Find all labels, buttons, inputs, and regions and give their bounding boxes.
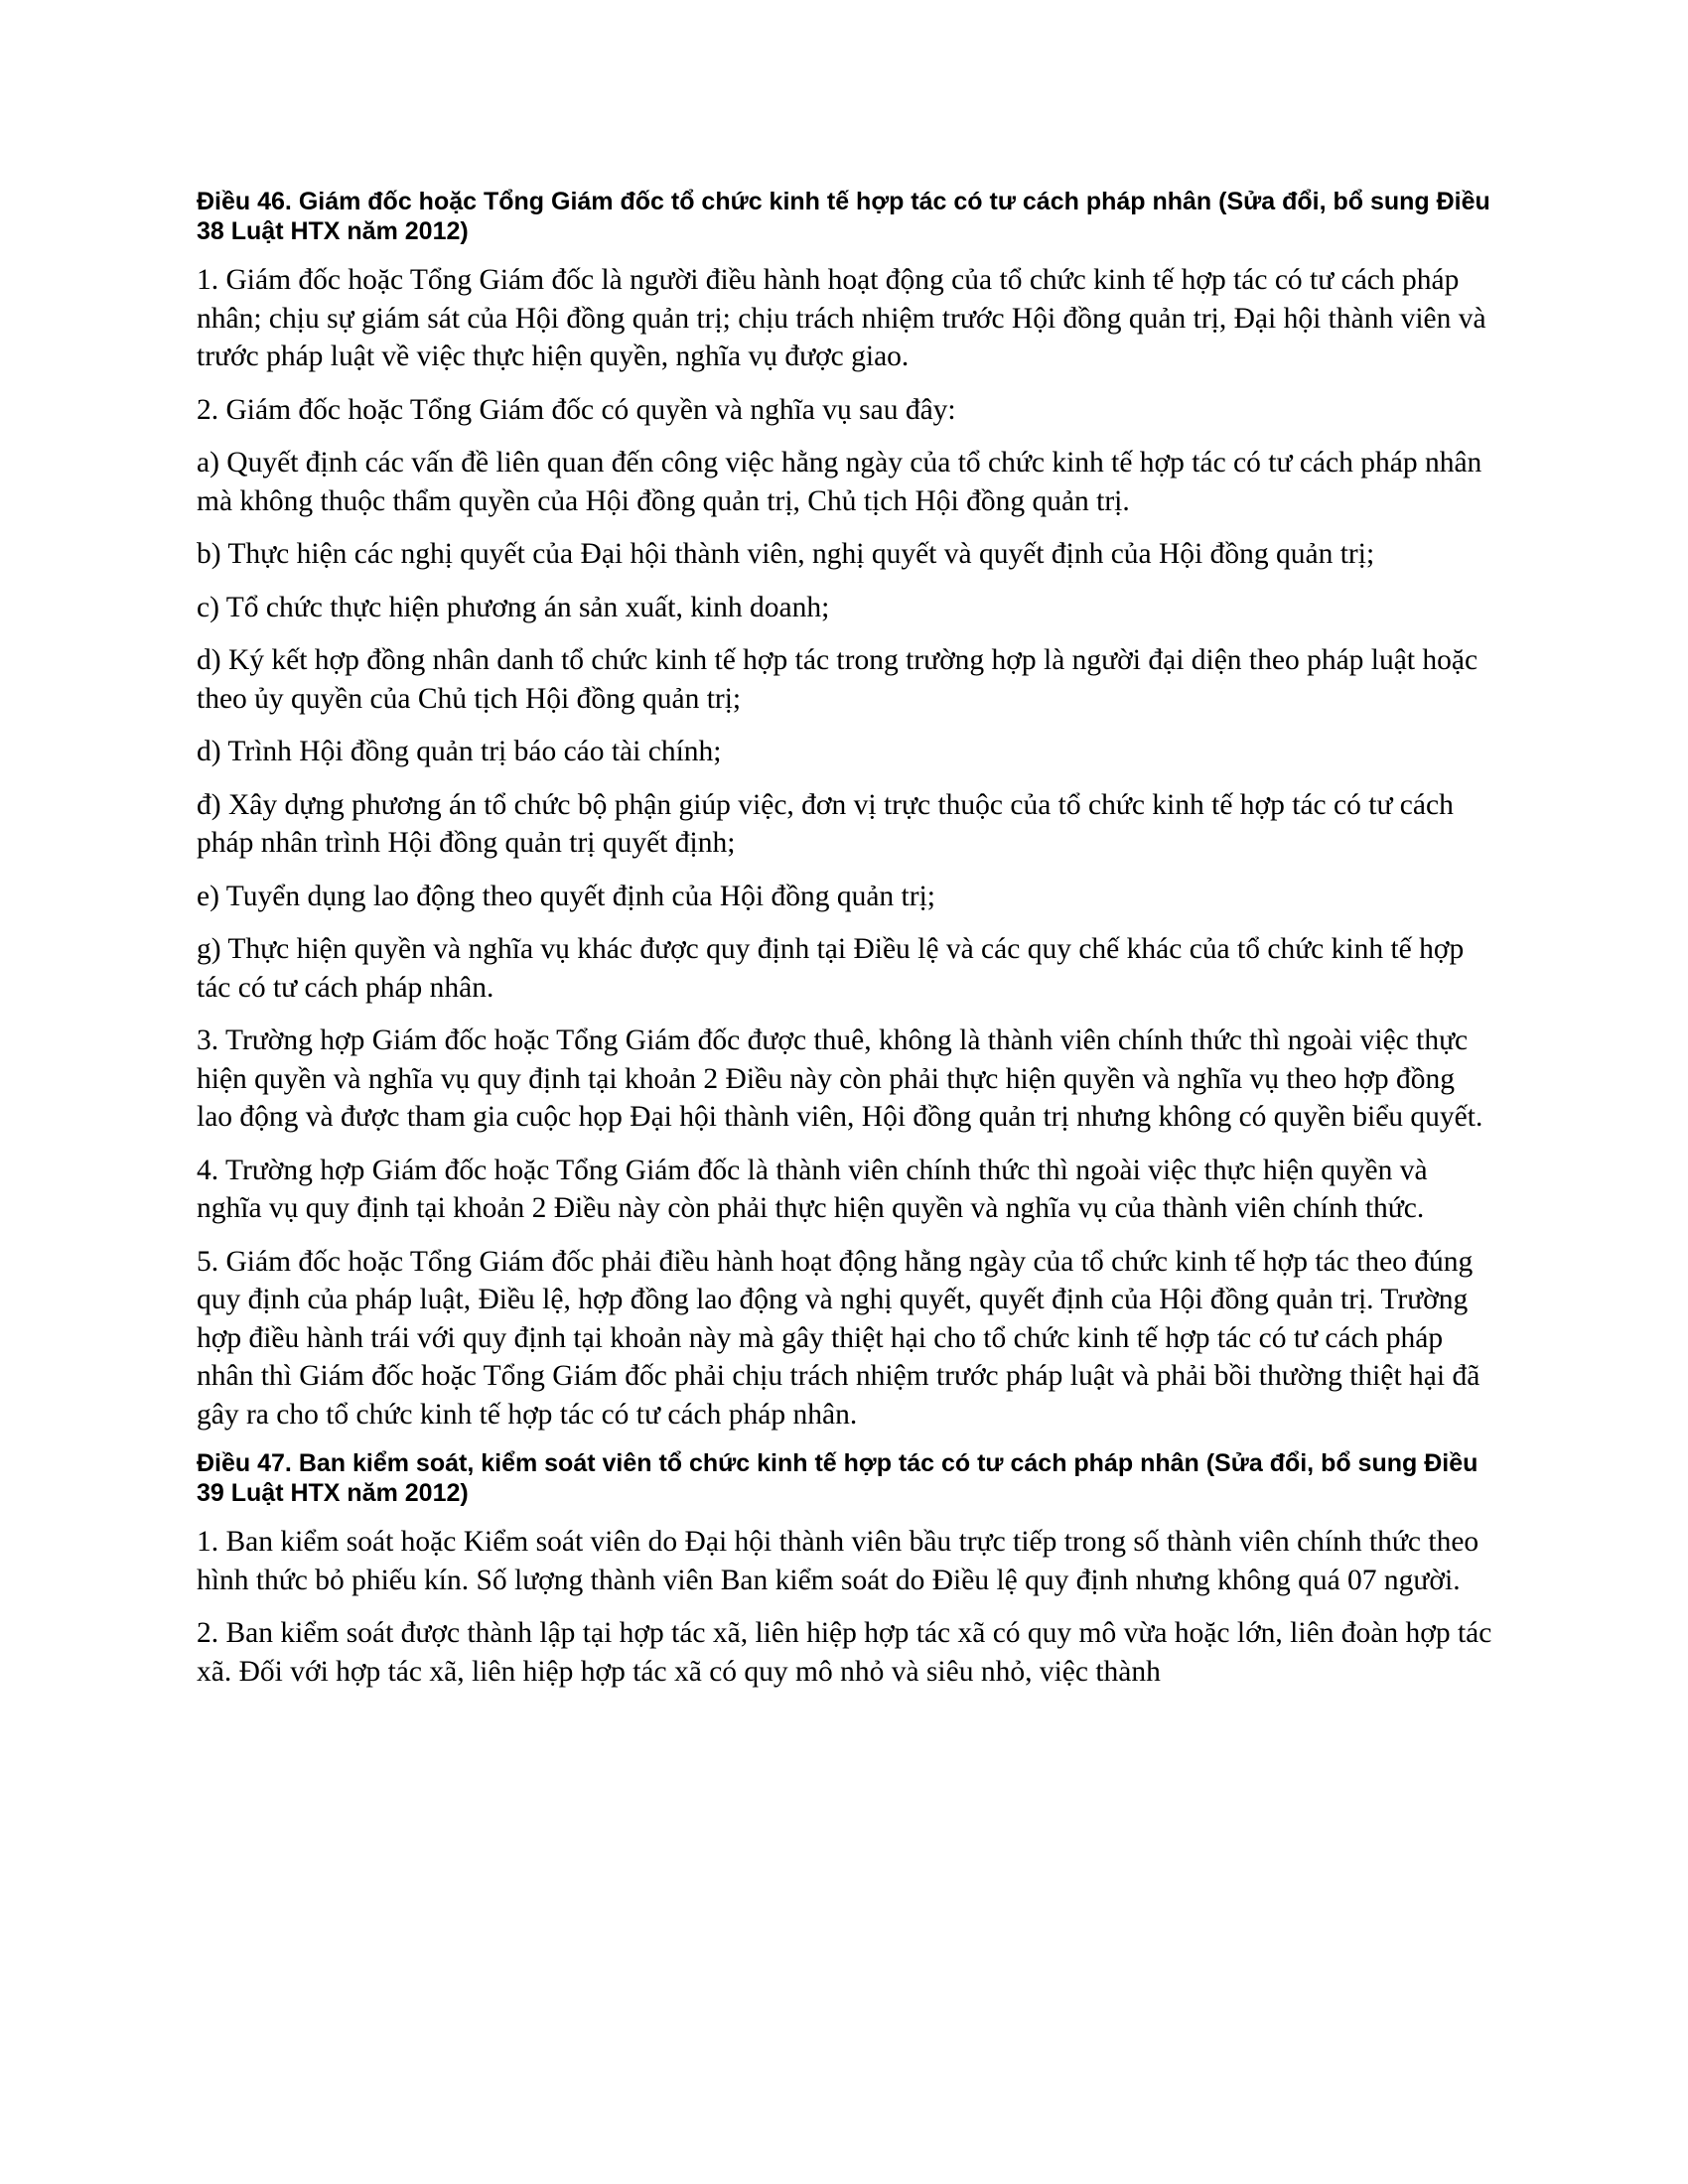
article-46-clause-3: 3. Trường hợp Giám đốc hoặc Tổng Giám đốc được thuê, không là thành viên chính thức thì ngoài việc thực hiện quyền và nghĩa vụ quy định tại khoản 2 Điều này còn phải thực hiện quyền và nghĩa vụ theo hợp đồng lao động và được tham gia cuộc họp Đại hội thành viên, Hội đồng quản trị nhưng không có quyền biểu quyết. [197,1024,1483,1133]
article-46-clause-4: 4. Trường hợp Giám đốc hoặc Tổng Giám đốc là thành viên chính thức thì ngoài việc thực hiện quyền và nghĩa vụ quy định tại khoản 2 Điều này còn phải thực hiện quyền và nghĩa vụ của thành viên chính thức. [197,1154,1428,1224]
article-46-point-e: e) Tuyển dụng lao động theo quyết định của Hội đồng quản trị; [197,880,935,912]
article-46-point-dd: đ) Xây dựng phương án tổ chức bộ phận giúp việc, đơn vị trực thuộc của tổ chức kinh tế hợp tác có tư cách pháp nhân trình Hội đồng quản trị quyết định; [197,788,1454,859]
article-46-point-a: a) Quyết định các vấn đề liên quan đến công việc hằng ngày của tổ chức kinh tế hợp tác có tư cách pháp nhân mà không thuộc thẩm quyền của Hội đồng quản trị, Chủ tịch Hội đồng quản trị. [197,447,1482,517]
article-46-point-b: b) Thực hiện các nghị quyết của Đại hội thành viên, nghị quyết và quyết định của Hội đồng quản trị; [197,538,1375,570]
article-46-point-d: d) Ký kết hợp đồng nhân danh tổ chức kinh tế hợp tác trong trường hợp là người đại diện theo pháp luật hoặc theo ủy quyền của Chủ tịch Hội đồng quản trị; [197,644,1478,715]
article-46-clause-1: 1. Giám đốc hoặc Tổng Giám đốc là người điều hành hoạt động của tổ chức kinh tế hợp tác có tư cách pháp nhân; chịu sự giám sát của Hội đồng quản trị; chịu trách nhiệm trước Hội đồng quản trị, Đại hội thành viên và trước pháp luật về việc thực hiện quyền, nghĩa vụ được giao. [197,264,1486,372]
article-46-point-d-report: d) Trình Hội đồng quản trị báo cáo tài chính; [197,736,722,767]
article-46-clause-5: 5. Giám đốc hoặc Tổng Giám đốc phải điều hành hoạt động hằng ngày của tổ chức kinh tế hợp tác theo đúng quy định của pháp luật, Điều lệ, hợp đồng lao động và nghị quyết, quyết định của Hội đồng quản trị. Trường hợp điều hành trái với quy định tại khoản này mà gây thiệt hại cho tổ chức kinh tế hợp tác có tư cách pháp nhân thì Giám đốc hoặc Tổng Giám đốc phải chịu trách nhiệm trước pháp luật và phải bồi thường thiệt hại đã gây ra cho tổ chức kinh tế hợp tác có tư cách pháp nhân. [197,1245,1480,1431]
article-47-heading: Điều 47. Ban kiểm soát, kiểm soát viên tổ chức kinh tế hợp tác có tư cách pháp nhân (Sửa đổi, bổ sung Điều 39 Luật HTX năm 2012) [197,1449,1478,1507]
document-page [197,187,1497,1706]
article-47-clause-1: 1. Ban kiểm soát hoặc Kiểm soát viên do Đại hội thành viên bầu trực tiếp trong số thành viên chính thức theo hình thức bỏ phiếu kín. Số lượng thành viên Ban kiểm soát do Điều lệ quy định nhưng không quá 07 người. [197,1526,1479,1596]
article-46-heading: Điều 46. Giám đốc hoặc Tổng Giám đốc tổ chức kinh tế hợp tác có tư cách pháp nhân (Sửa đổi, bổ sung Điều 38 Luật HTX năm 2012) [197,188,1490,245]
article-46-point-g: g) Thực hiện quyền và nghĩa vụ khác được quy định tại Điều lệ và các quy chế khác của tổ chức kinh tế hợp tác có tư cách pháp nhân. [197,933,1465,1004]
article-46-clause-2: 2. Giám đốc hoặc Tổng Giám đốc có quyền và nghĩa vụ sau đây: [197,393,956,426]
article-47-clause-2: 2. Ban kiểm soát được thành lập tại hợp tác xã, liên hiệp hợp tác xã có quy mô vừa hoặc lớn, liên đoàn hợp tác xã. Đối với hợp tác xã, liên hiệp hợp tác xã có quy mô nhỏ và siêu nhỏ, việc thành [197,1617,1492,1688]
article-46-point-c: c) Tổ chức thực hiện phương án sản xuất, kinh doanh; [197,591,830,623]
